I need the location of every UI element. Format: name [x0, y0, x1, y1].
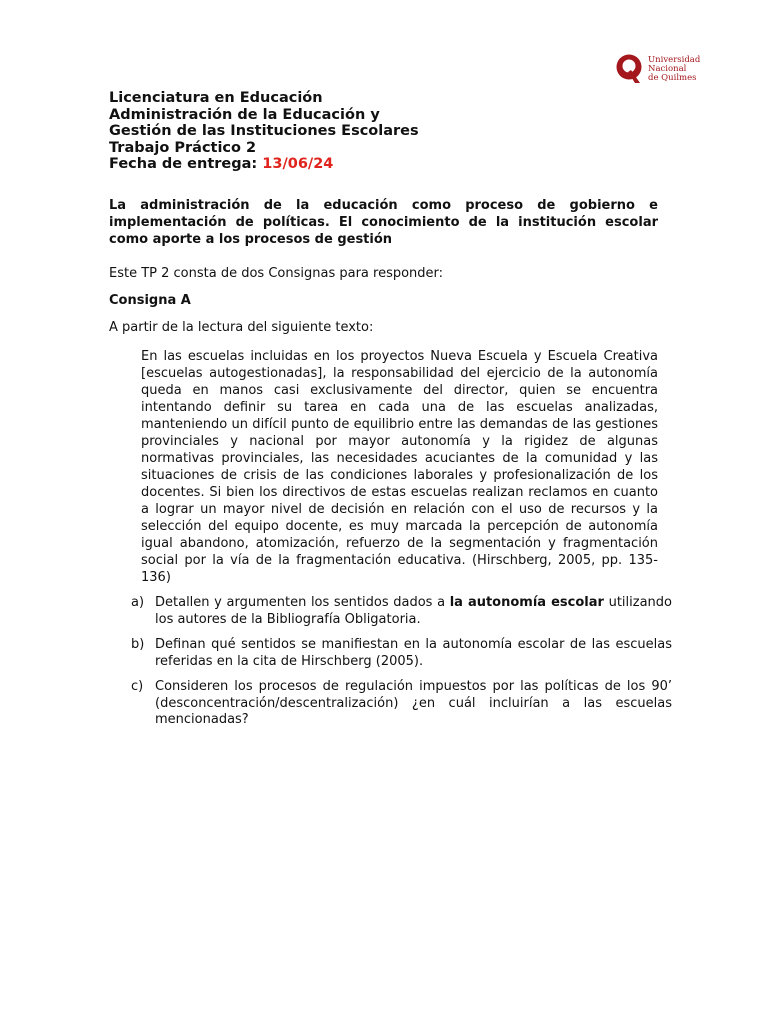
- reading-intro: A partir de la lectura del siguiente texto:: [109, 320, 374, 335]
- document-header: [109, 90, 669, 173]
- question-item: [109, 595, 672, 628]
- assignment-title: Trabajo Práctico 2: [109, 139, 257, 156]
- question-item: [109, 679, 672, 729]
- logo-mark-icon: [616, 54, 644, 84]
- question-marker: c): [131, 679, 144, 694]
- question-list: [109, 595, 672, 729]
- due-date-label: Fecha de entrega:: [109, 156, 258, 172]
- question-marker: a): [131, 595, 145, 610]
- logo-line-3: de Quilmes: [648, 73, 697, 83]
- degree-title: Licenciatura en Educación: [109, 90, 323, 106]
- question-text: Consideren los procesos de regulación impuestos por las políticas de los 90’ (desconcentración/descentralización) ¿en cuál incluirían a las escuelas mencionadas?: [155, 679, 672, 727]
- consigna-title: Consigna A: [109, 293, 191, 308]
- block-quote: En las escuelas incluidas en los proyectos Nueva Escuela y Escuela Creativa [escuelas autogestionadas], la responsabilidad del ejercicio de la autonomía queda en manos casi exclusivamente del director, quien se encuentra intentando definir su tarea en cada una de las escuelas analizadas, manteniendo un difícil punto de equilibrio entre las demandas de las gestiones provinciales y nacional por mayor autonomía y la rigidez de algunas normativas provinciales, las necesidades acuciantes de la comunidad y las situaciones de crisis de las condiciones laborales y profesionalización de los docentes. Si bien los directivos de estas escuelas realizan reclamos en cuanto a lograr un mayor nivel de decisión en relación con el uso de recursos y la selección del equipo docente, es muy marcada la percepción de autonomía igual abandono, atomización, refuerzo de la segmentación y fragmentación social por la vía de la fragmentación educativa. (Hirschberg, 2005, pp. 135-136): [141, 349, 658, 585]
- question-text-end: utilizando los autores de la Bibliografía Obligatoria.: [155, 595, 672, 627]
- question-item: [109, 637, 672, 670]
- logo-line-1: Universidad: [648, 55, 701, 65]
- question-text: Definan qué sentidos se manifiestan en la autonomía escolar de las escuelas referidas en la cita de Hirschberg (2005).: [155, 637, 672, 669]
- assignment-subject: La administración de la educación como proceso de gobierno e implementación de políticas. El conocimiento de la institución escolar como aporte a los procesos de gestión: [109, 198, 658, 247]
- course-title-1: Administración de la Educación y: [109, 106, 380, 123]
- intro-text: Este TP 2 consta de dos Consignas para responder:: [109, 266, 444, 281]
- logo-line-2: Nacional: [648, 64, 687, 74]
- due-date-line: [109, 156, 669, 173]
- university-logo: [616, 54, 708, 86]
- question-text-start: Detallen y argumenten los sentidos dados a: [155, 595, 450, 610]
- due-date-value: 13/06/24: [262, 156, 334, 172]
- course-title-2: Gestión de las Instituciones Escolares: [109, 123, 419, 139]
- question-emphasis: la autonomía escolar: [449, 595, 604, 610]
- logo-text: [648, 56, 700, 83]
- question-marker: b): [131, 637, 145, 652]
